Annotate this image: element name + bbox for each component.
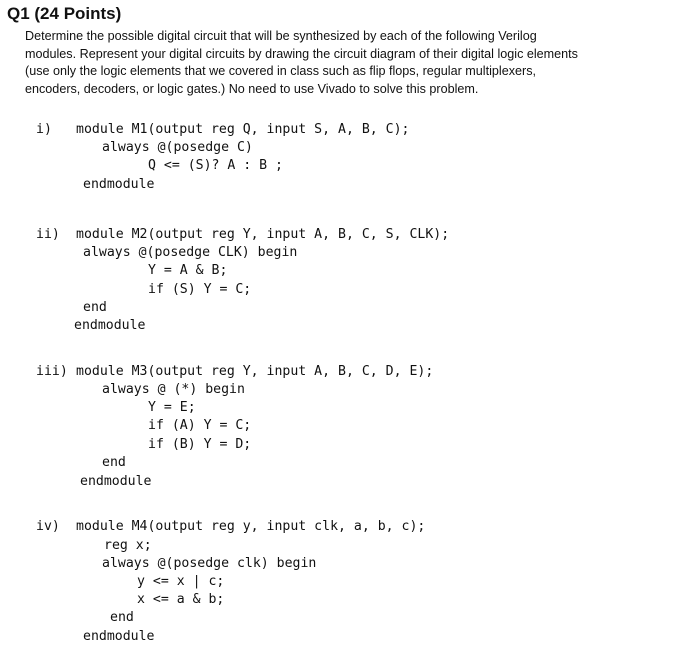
- code-line: end: [83, 300, 107, 315]
- code-line: Y = A & B;: [148, 263, 228, 278]
- code-line: always @(posedge clk) begin: [102, 556, 317, 571]
- question-instructions: [25, 28, 670, 98]
- code-line: always @(posedge C): [102, 140, 253, 155]
- code-line: module M3(output reg Y, input A, B, C, D, E);: [76, 364, 434, 379]
- instruction-line: encoders, decoders, or logic gates.) No need to use Vivado to solve this problem.: [25, 81, 479, 96]
- instruction-line: modules. Represent your digital circuits by drawing the circuit diagram of their digital logic elements: [25, 46, 578, 61]
- code-line: x <= a & b;: [137, 592, 225, 607]
- part-label: i): [36, 122, 52, 137]
- code-line: Y = E;: [148, 400, 196, 415]
- code-line: y <= x | c;: [137, 574, 225, 589]
- code-line: if (B) Y = D;: [148, 437, 252, 452]
- code-line: end: [102, 455, 126, 470]
- code-line: always @(posedge CLK) begin: [83, 245, 298, 260]
- question-title: Q1 (24 Points): [7, 4, 122, 23]
- part-label: iii): [36, 364, 68, 379]
- instruction-line: (use only the logic elements that we covered in class such as flip flops, regular multiplexers,: [25, 64, 536, 79]
- code-line: if (S) Y = C;: [148, 282, 252, 297]
- code-line: always @ (*) begin: [102, 382, 245, 397]
- part-label: iv): [36, 519, 60, 534]
- code-line: module M1(output reg Q, input S, A, B, C);: [76, 122, 410, 137]
- code-line: if (A) Y = C;: [148, 418, 252, 433]
- code-line: Q <= (S)? A : B ;: [148, 158, 283, 173]
- part-label: ii): [36, 227, 60, 242]
- code-line: module M2(output reg Y, input A, B, C, S, CLK);: [76, 227, 450, 242]
- code-line: endmodule: [80, 474, 152, 489]
- code-line: module M4(output reg y, input clk, a, b, c);: [76, 519, 426, 534]
- instruction-line: Determine the possible digital circuit that will be synthesized by each of the following Verilog: [25, 29, 537, 43]
- code-line: endmodule: [83, 629, 155, 644]
- code-line: endmodule: [74, 318, 146, 333]
- code-line: end: [110, 610, 134, 625]
- code-line: endmodule: [83, 177, 155, 192]
- code-line: reg x;: [104, 538, 152, 553]
